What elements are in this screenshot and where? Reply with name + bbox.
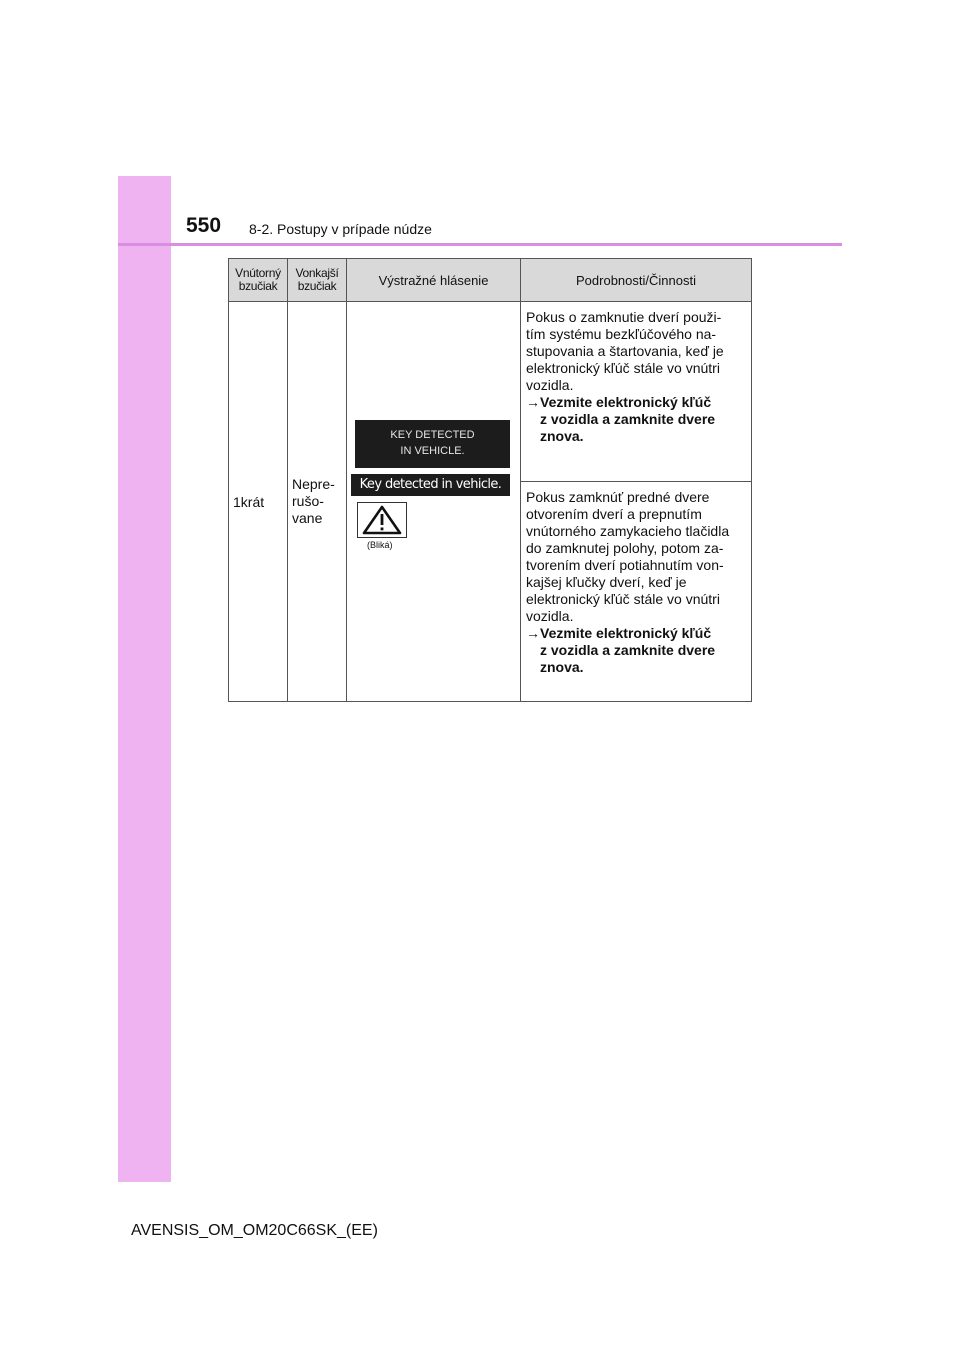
column-external-buzzer: Vonkajší bzučiak (288, 259, 347, 302)
internal-buzzer-cell: 1krát (229, 302, 288, 702)
external-buzzer-value: Nepre- rušo- vane (292, 476, 335, 526)
warning-message-cell (347, 302, 521, 702)
header-rule (118, 243, 842, 246)
table-row (229, 302, 752, 482)
details-text: Pokus zamknúť predné dvere otvorením dverí a prepnutím vnútorného zamykacieho tlačidla do zamknutej polohy, potom za- tvorením dverí potiahnutím von- kajšej kľučky dverí, keď je elektronický kľúč stále vo vnútri vozidla. (526, 489, 730, 624)
arrow-icon: → (526, 394, 540, 410)
column-details: Podrobnosti/Činnosti (521, 259, 752, 302)
document-code: AVENSIS_OM_OM20C66SK_(EE) (131, 1222, 378, 1239)
action-line (526, 394, 747, 445)
side-tab-bar (118, 176, 171, 1182)
details-text: Pokus o zamknutie dverí použi- tím systému bezkľúčového na- stupovania a štartovania, keď je elektronický kľúč stále vo vnútri vozidla. (526, 309, 724, 393)
arrow-icon: → (526, 625, 540, 641)
column-warning-message: Výstražné hlásenie (347, 259, 521, 302)
warning-triangle-icon (357, 502, 407, 538)
column-internal-buzzer: Vnútorný bzučiak (229, 259, 288, 302)
details-cell-2 (521, 482, 752, 702)
display-message-mixed-case: Key detected in vehicle. (351, 474, 510, 496)
warning-table (228, 258, 752, 702)
external-buzzer-cell (288, 302, 347, 702)
action-text: Vezmite elektronický kľúč z vozidla a zamknite dvere znova. (540, 394, 716, 444)
table-header-row (229, 259, 752, 302)
display-message-uppercase: KEY DETECTED IN VEHICLE. (355, 420, 510, 468)
action-text: Vezmite elektronický kľúč z vozidla a zamknite dvere znova. (540, 625, 716, 675)
page-number: 550 (186, 214, 222, 237)
section-title: 8-2. Postupy v prípade núdze (249, 221, 432, 237)
action-line (526, 625, 747, 676)
blinks-label: (Bliká) (367, 540, 393, 550)
details-cell-1 (521, 302, 752, 482)
